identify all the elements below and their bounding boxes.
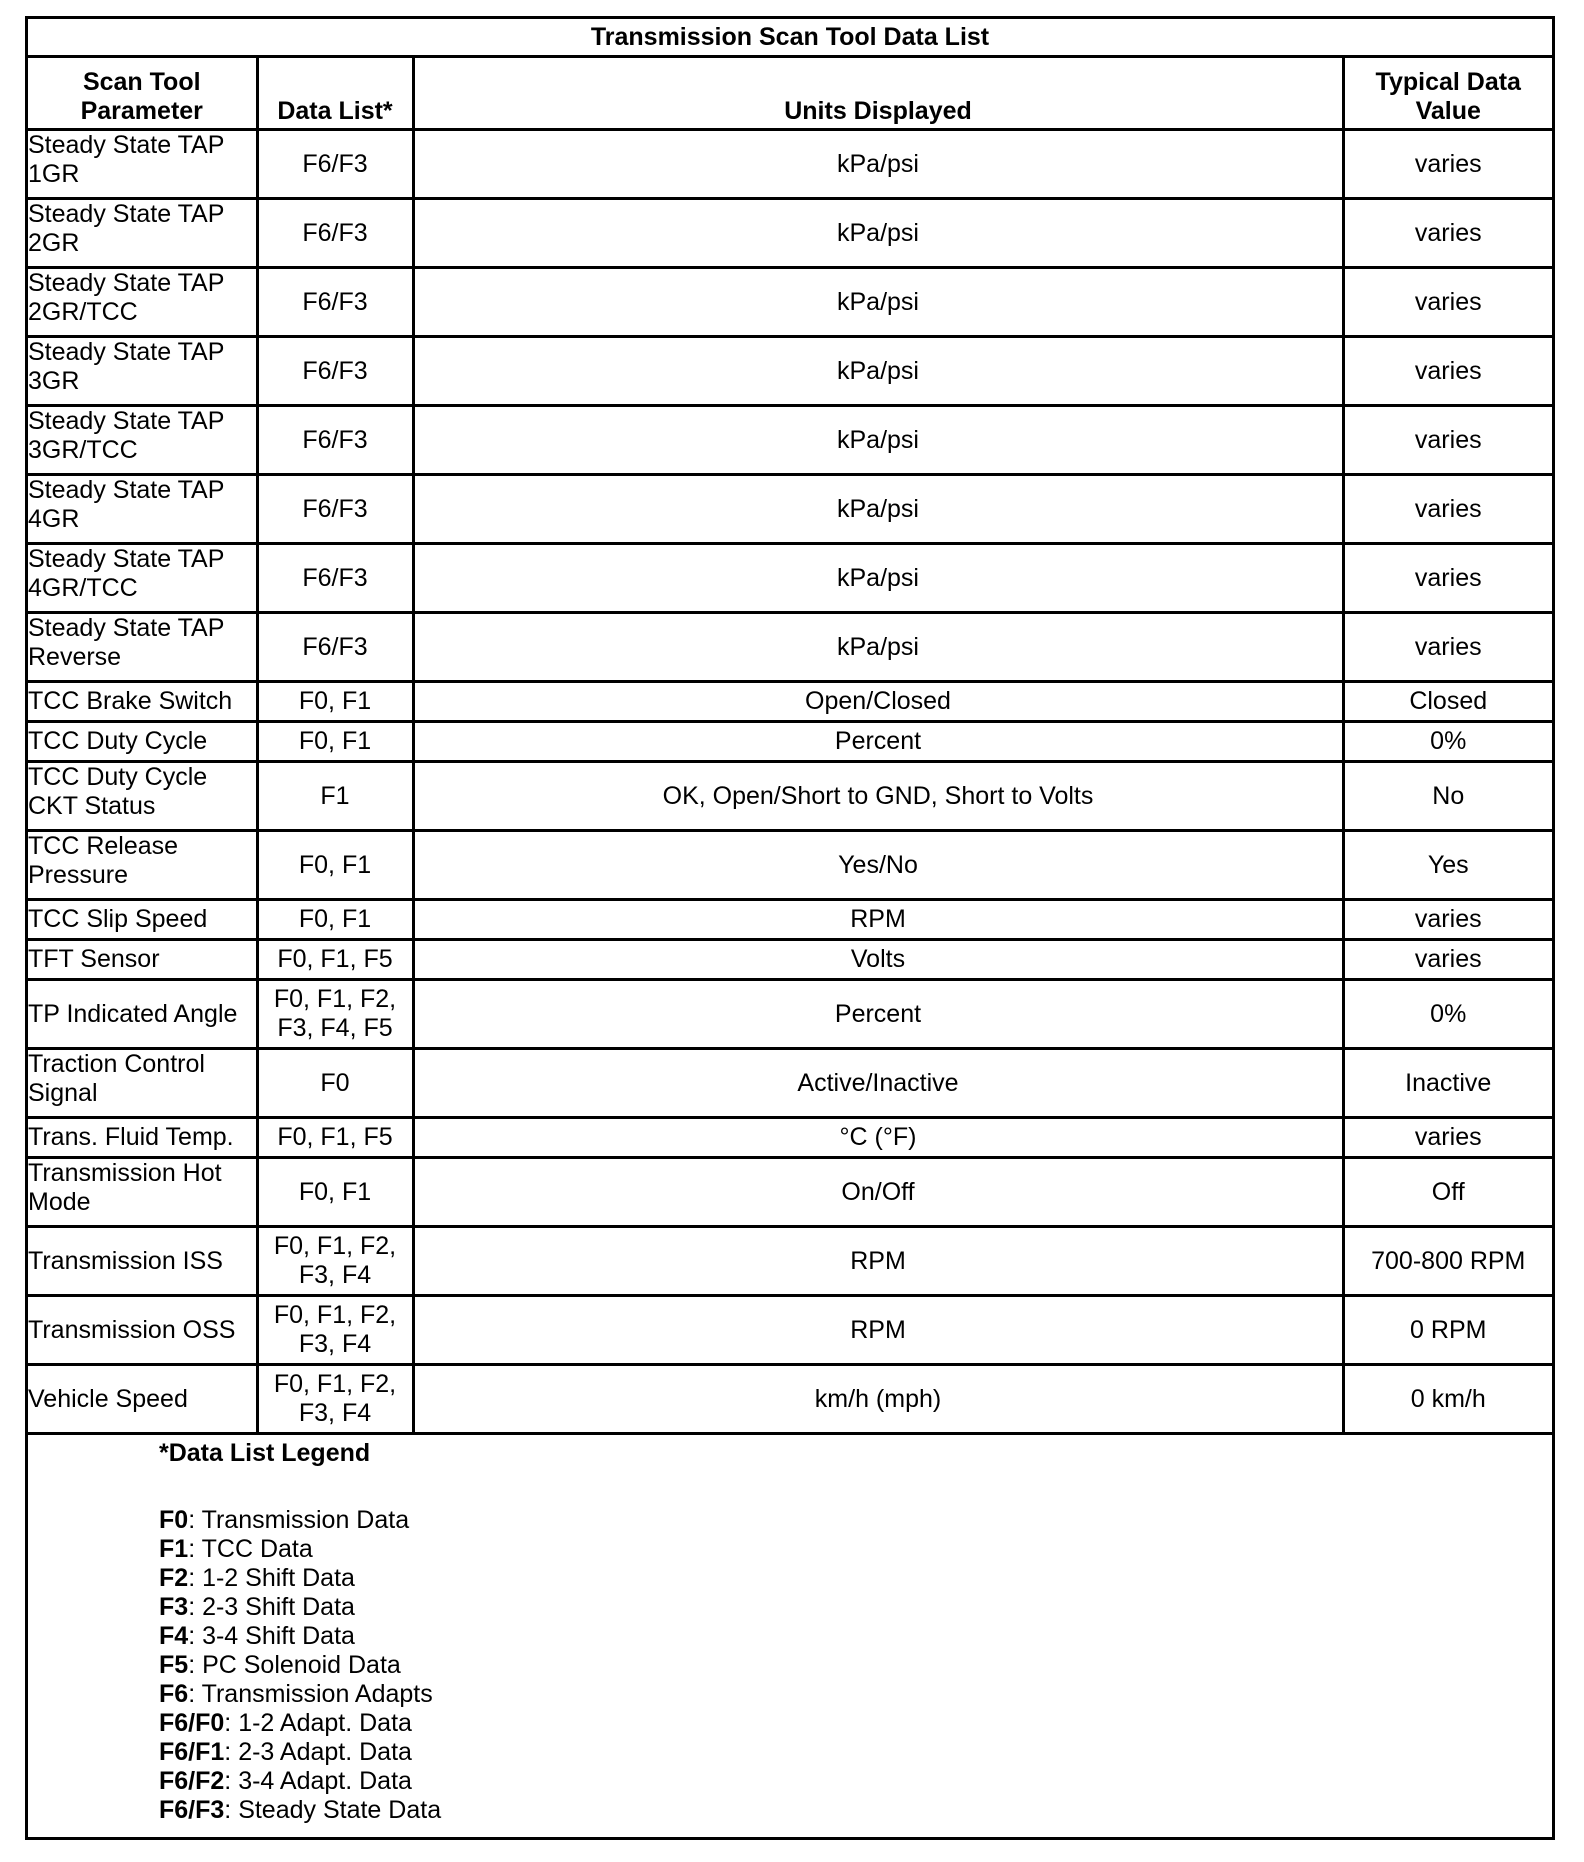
cell-parameter: Vehicle Speed	[28, 1365, 257, 1434]
cell-data-list: F0, F1	[257, 682, 413, 722]
table-row	[28, 1158, 1552, 1227]
legend-item	[159, 1796, 1552, 1825]
scan-tool-data-table	[28, 19, 1552, 1435]
cell-typical: Off	[1343, 1158, 1552, 1227]
cell-parameter: Steady State TAP 3GR	[28, 337, 257, 406]
cell-typical: varies	[1343, 613, 1552, 682]
table-row	[28, 199, 1552, 268]
cell-data-list: F6/F3	[257, 268, 413, 337]
legend-code: F6/F1	[159, 1738, 225, 1766]
legend-item	[159, 1535, 1552, 1564]
cell-parameter: Traction Control Signal	[28, 1049, 257, 1118]
cell-data-list: F6/F3	[257, 199, 413, 268]
cell-typical: varies	[1343, 130, 1552, 199]
table-row	[28, 831, 1552, 900]
legend-desc: : 3-4 Adapt. Data	[224, 1767, 412, 1795]
cell-units: Volts	[413, 940, 1343, 980]
cell-units: OK, Open/Short to GND, Short to Volts	[413, 762, 1343, 831]
cell-data-list: F0, F1, F2, F3, F4	[257, 1227, 413, 1296]
cell-units: kPa/psi	[413, 337, 1343, 406]
cell-parameter: TFT Sensor	[28, 940, 257, 980]
table-row	[28, 1296, 1552, 1365]
cell-parameter: TCC Brake Switch	[28, 682, 257, 722]
legend-code: F5	[159, 1651, 189, 1679]
table-row	[28, 1365, 1552, 1434]
legend-desc: : 3-4 Shift Data	[188, 1622, 355, 1650]
legend-desc: : Steady State Data	[224, 1796, 442, 1824]
cell-typical: varies	[1343, 268, 1552, 337]
legend-code: F1	[159, 1535, 189, 1563]
cell-data-list: F0, F1, F5	[257, 940, 413, 980]
cell-typical: varies	[1343, 1118, 1552, 1158]
legend-title: *Data List Legend	[159, 1439, 371, 1467]
cell-data-list: F6/F3	[257, 544, 413, 613]
col-header-data-list: Data List*	[257, 57, 413, 130]
cell-data-list: F0, F1, F2, F3, F4	[257, 1296, 413, 1365]
cell-typical: 0%	[1343, 722, 1552, 762]
cell-typical: Inactive	[1343, 1049, 1552, 1118]
cell-units: RPM	[413, 900, 1343, 940]
legend-item	[159, 1651, 1552, 1680]
cell-typical: 0 RPM	[1343, 1296, 1552, 1365]
cell-parameter: Steady State TAP 2GR/TCC	[28, 268, 257, 337]
legend-code: F2	[159, 1564, 189, 1592]
cell-units: kPa/psi	[413, 406, 1343, 475]
cell-data-list: F0	[257, 1049, 413, 1118]
cell-typical: 0 km/h	[1343, 1365, 1552, 1434]
cell-parameter: Steady State TAP Reverse	[28, 613, 257, 682]
cell-units: RPM	[413, 1227, 1343, 1296]
cell-units: °C (°F)	[413, 1118, 1343, 1158]
table-row	[28, 406, 1552, 475]
cell-data-list: F0, F1	[257, 1158, 413, 1227]
cell-data-list: F6/F3	[257, 406, 413, 475]
legend-desc: : PC Solenoid Data	[188, 1651, 401, 1679]
table-row	[28, 268, 1552, 337]
cell-parameter: TCC Slip Speed	[28, 900, 257, 940]
legend-desc: : 1-2 Adapt. Data	[224, 1709, 412, 1737]
legend-desc: : Transmission Adapts	[188, 1680, 433, 1708]
cell-parameter: TCC Duty Cycle CKT Status	[28, 762, 257, 831]
cell-parameter: TCC Release Pressure	[28, 831, 257, 900]
table-row	[28, 613, 1552, 682]
legend-code: F6/F0	[159, 1709, 225, 1737]
cell-typical: 700-800 RPM	[1343, 1227, 1552, 1296]
cell-units: Open/Closed	[413, 682, 1343, 722]
cell-units: kPa/psi	[413, 199, 1343, 268]
cell-parameter: Transmission OSS	[28, 1296, 257, 1365]
cell-data-list: F0, F1	[257, 900, 413, 940]
cell-data-list: F6/F3	[257, 130, 413, 199]
cell-data-list: F0, F1, F5	[257, 1118, 413, 1158]
col-header-typical: Typical Data Value	[1343, 57, 1552, 130]
cell-parameter: Transmission Hot Mode	[28, 1158, 257, 1227]
cell-data-list: F0, F1, F2, F3, F4	[257, 1365, 413, 1434]
cell-units: kPa/psi	[413, 130, 1343, 199]
cell-typical: varies	[1343, 199, 1552, 268]
cell-data-list: F6/F3	[257, 337, 413, 406]
table-row	[28, 475, 1552, 544]
legend-code: F6/F2	[159, 1767, 225, 1795]
cell-typical: No	[1343, 762, 1552, 831]
legend-code: F6	[159, 1680, 189, 1708]
legend-item	[159, 1593, 1552, 1622]
cell-parameter: Transmission ISS	[28, 1227, 257, 1296]
legend-item	[159, 1767, 1552, 1796]
legend-item	[159, 1680, 1552, 1709]
legend-code: F0	[159, 1506, 189, 1534]
cell-typical: varies	[1343, 475, 1552, 544]
legend-desc: : 2-3 Shift Data	[188, 1593, 355, 1621]
legend-item	[159, 1738, 1552, 1767]
cell-parameter: Steady State TAP 1GR	[28, 130, 257, 199]
cell-units: Percent	[413, 980, 1343, 1049]
legend-item	[159, 1709, 1552, 1738]
table-row	[28, 1227, 1552, 1296]
data-list-document	[25, 16, 1555, 1840]
cell-typical: varies	[1343, 544, 1552, 613]
cell-parameter: TP Indicated Angle	[28, 980, 257, 1049]
legend-desc: : 1-2 Shift Data	[188, 1564, 355, 1592]
cell-units: kPa/psi	[413, 613, 1343, 682]
cell-typical: Closed	[1343, 682, 1552, 722]
legend-code: F6/F3	[159, 1796, 225, 1824]
cell-data-list: F1	[257, 762, 413, 831]
table-row	[28, 337, 1552, 406]
cell-units: km/h (mph)	[413, 1365, 1343, 1434]
cell-typical: varies	[1343, 337, 1552, 406]
legend-desc: : TCC Data	[188, 1535, 313, 1563]
table-row	[28, 1118, 1552, 1158]
cell-typical: varies	[1343, 940, 1552, 980]
table-row	[28, 980, 1552, 1049]
table-row	[28, 722, 1552, 762]
col-header-parameter: Scan Tool Parameter	[28, 57, 257, 130]
cell-units: kPa/psi	[413, 268, 1343, 337]
table-row	[28, 1049, 1552, 1118]
col-header-units: Units Displayed	[413, 57, 1343, 130]
legend-desc: : Transmission Data	[188, 1506, 410, 1534]
cell-units: kPa/psi	[413, 475, 1343, 544]
legend-item	[159, 1622, 1552, 1651]
table-row	[28, 940, 1552, 980]
cell-units: kPa/psi	[413, 544, 1343, 613]
cell-units: RPM	[413, 1296, 1343, 1365]
cell-units: Percent	[413, 722, 1343, 762]
header-row	[28, 57, 1552, 130]
legend-code: F3	[159, 1593, 189, 1621]
table-row	[28, 544, 1552, 613]
cell-data-list: F6/F3	[257, 613, 413, 682]
legend-item	[159, 1564, 1552, 1593]
cell-parameter: Steady State TAP 4GR	[28, 475, 257, 544]
table-row	[28, 762, 1552, 831]
cell-units: Active/Inactive	[413, 1049, 1343, 1118]
data-list-legend	[28, 1435, 1552, 1825]
cell-parameter: Steady State TAP 2GR	[28, 199, 257, 268]
legend-code: F4	[159, 1622, 189, 1650]
cell-parameter: Trans. Fluid Temp.	[28, 1118, 257, 1158]
cell-typical: varies	[1343, 900, 1552, 940]
cell-parameter: Steady State TAP 4GR/TCC	[28, 544, 257, 613]
table-title: Transmission Scan Tool Data List	[28, 19, 1552, 57]
cell-data-list: F0, F1, F2, F3, F4, F5	[257, 980, 413, 1049]
table-row	[28, 682, 1552, 722]
cell-parameter: Steady State TAP 3GR/TCC	[28, 406, 257, 475]
cell-units: On/Off	[413, 1158, 1343, 1227]
cell-data-list: F0, F1	[257, 722, 413, 762]
legend-desc: : 2-3 Adapt. Data	[224, 1738, 412, 1766]
cell-typical: varies	[1343, 406, 1552, 475]
cell-parameter: TCC Duty Cycle	[28, 722, 257, 762]
table-row	[28, 900, 1552, 940]
cell-typical: 0%	[1343, 980, 1552, 1049]
legend-item	[159, 1506, 1552, 1535]
cell-typical: Yes	[1343, 831, 1552, 900]
cell-data-list: F0, F1	[257, 831, 413, 900]
cell-data-list: F6/F3	[257, 475, 413, 544]
cell-units: Yes/No	[413, 831, 1343, 900]
table-row	[28, 130, 1552, 199]
